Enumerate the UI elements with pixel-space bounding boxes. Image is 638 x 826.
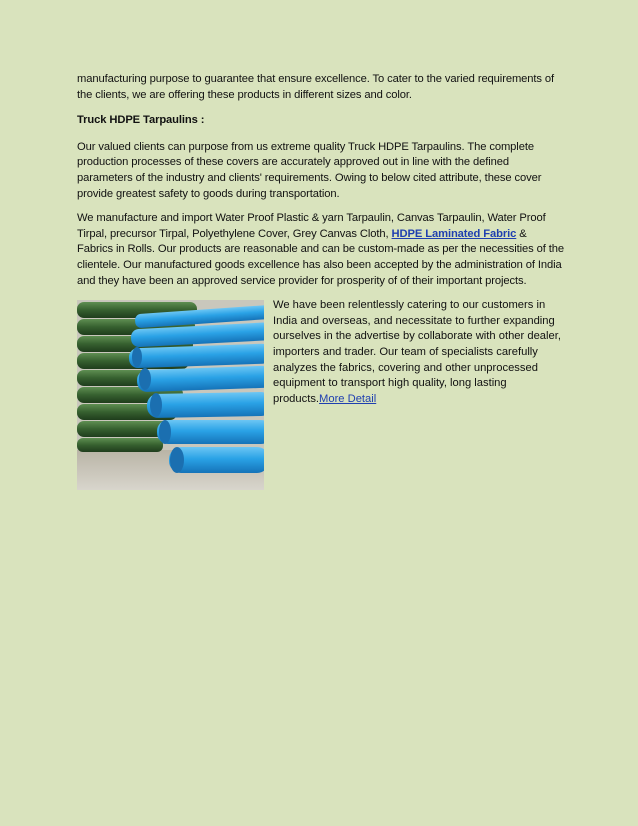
products-text-before: We manufacture and import Water Proof Plastic & yarn Tarpaulin, Canvas Tarpaulin, Water Proof Tirpal, precursor Tirpal, Polyethylene Cover, Grey Canvas Cloth, [77, 212, 546, 240]
paragraph-side [273, 298, 565, 407]
paragraph-intro: manufacturing purpose to guarantee that ensure excellence. To cater to the varied requirements of the clients, we are offering these products in different sizes and color. [77, 73, 555, 101]
section-heading: Truck HDPE Tarpaulins : [77, 114, 205, 127]
hdpe-laminated-fabric-link[interactable]: HDPE Laminated Fabric [391, 227, 517, 240]
image-and-text-block [77, 298, 565, 498]
document-page [77, 72, 565, 498]
more-detail-link[interactable]: More Detail [319, 392, 377, 405]
paragraph-products [77, 211, 565, 289]
tarpaulin-rolls-photo [77, 300, 264, 490]
paragraph-clients: Our valued clients can purpose from us extreme quality Truck HDPE Tarpaulins. The complete production processes of these covers are accurately approved out in line with the defined parameters of the industry and clients' requirements. Owing to below cited attribute, these cover provide greatest safety to goods during transportation. [77, 140, 542, 200]
products-text-after: & Fabrics in Rolls. Our products are reasonable and can be custom-made as per the necessities of the clientele. Our manufactured goods excellence has also been accepted by the administration of India and they have been an approved service provider for prosperity of of their important projects. [77, 227, 565, 287]
side-text-body: We have been relentlessly catering to our customers in India and overseas, and necessitate to further expanding ourselves in the advertise by collaborate with other dealer, importers and trader. Our team of specialists carefully analyzes the fabrics, covering and other unprocessed equipment to transport high quality, long lasting products. [273, 299, 561, 405]
